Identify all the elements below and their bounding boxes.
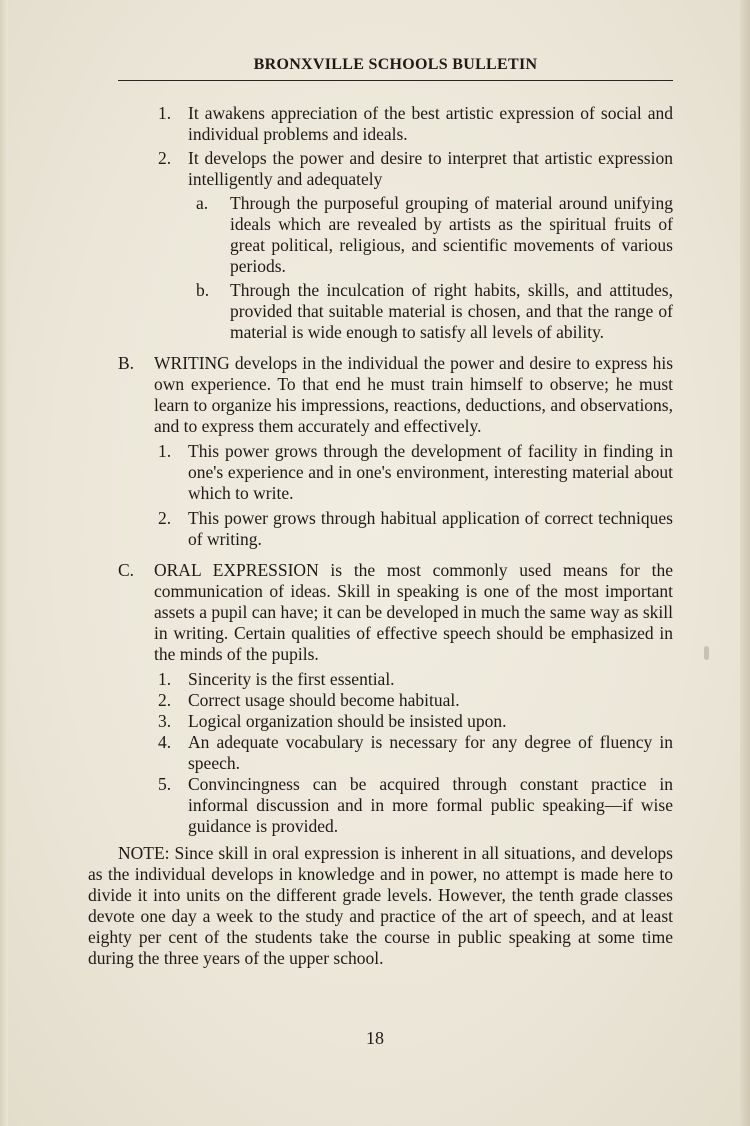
item-text: It develops the power and desire to interpret that artistic expression intelligently and adequately [188, 148, 673, 189]
item-number: 2. [158, 148, 172, 168]
item-number: 5. [158, 774, 172, 794]
item-text: An adequate vocabulary is necessary for any degree of fluency in speech. [188, 732, 673, 773]
item-number: 3. [158, 711, 172, 731]
sub-item-letter: a. [196, 193, 209, 213]
item-number: 1. [158, 103, 172, 123]
page-edge-right [740, 0, 750, 1126]
item-text: Correct usage should become habitual. [188, 690, 460, 710]
item-text: Convincingness can be acquired through constant practice in informal discussion and in more formal public speaking—if wise guidance is provided. [188, 774, 673, 836]
sub-item-text: Through the inculcation of right habits, skills, and attitudes, provided that suitable material is chosen, and that the range of material is wide enough to satisfy all levels of ability. [230, 280, 673, 342]
list-item [118, 690, 673, 711]
item-number: 1. [158, 669, 172, 689]
list-item [118, 103, 673, 145]
item-text: Logical organization should be insisted upon. [188, 711, 507, 731]
item-text: Sincerity is the first essential. [188, 669, 395, 689]
section-oral-expression [118, 560, 673, 665]
section-letter: B. [118, 353, 135, 373]
item-text: This power grows through habitual application of correct techniques of writing. [188, 508, 673, 549]
section-text: WRITING develops in the individual the power and desire to express his own experience. To that end he must train himself to observe; he must learn to organize his impressions, reactions, deductions, and observations, and to express them accurately and effectively. [154, 353, 673, 436]
list-item [118, 441, 673, 504]
paper-smudge [704, 646, 709, 660]
sub-item [118, 280, 673, 343]
sub-item [118, 193, 673, 277]
sub-item-letter: b. [196, 280, 210, 300]
item-text: This power grows through the development of facility in finding in one's experience and in one's environment, interesting material about which to write. [188, 441, 673, 503]
body-text [88, 103, 673, 969]
sub-item-text: Through the purposeful grouping of material around unifying ideals which are revealed by artists as the spiritual fruits of great political, religious, and scientific movements of various periods. [230, 193, 673, 276]
list-item [118, 148, 673, 190]
section-text: ORAL EXPRESSION is the most commonly used means for the communication of ideas. Skill in speaking is one of the most important assets a pupil can have; it can be developed in much the same way as skill in writing. Certain qualities of effective speech should be emphasized in the minds of the pupils. [154, 560, 673, 664]
section-letter: C. [118, 560, 135, 580]
item-text: It awakens appreciation of the best artistic expression of social and individual problems and ideals. [188, 103, 673, 144]
note-paragraph [88, 843, 673, 969]
note-label: NOTE: [118, 843, 170, 863]
page-number: 18 [366, 1028, 384, 1048]
section-writing [118, 353, 673, 437]
list-item [118, 774, 673, 837]
page-edge-left [0, 0, 8, 1126]
item-number: 4. [158, 732, 172, 752]
item-number: 2. [158, 508, 172, 528]
item-number: 1. [158, 441, 172, 461]
list-item [118, 669, 673, 690]
running-header: BRONXVILLE SCHOOLS BULLETIN [118, 56, 673, 81]
list-item [118, 711, 673, 732]
list-item [118, 732, 673, 774]
item-number: 2. [158, 690, 172, 710]
note-text: Since skill in oral expression is inherent in all situations, and develops as the individual develops in knowledge and in power, no attempt is made here to divide it into units on the different grade levels. However, the tenth grade classes devote one day a week to the study and practice of the art of speech, and at least eighty per cent of the students take the course in public speaking at some time during the three years of the upper school. [88, 843, 673, 968]
list-item [118, 508, 673, 550]
